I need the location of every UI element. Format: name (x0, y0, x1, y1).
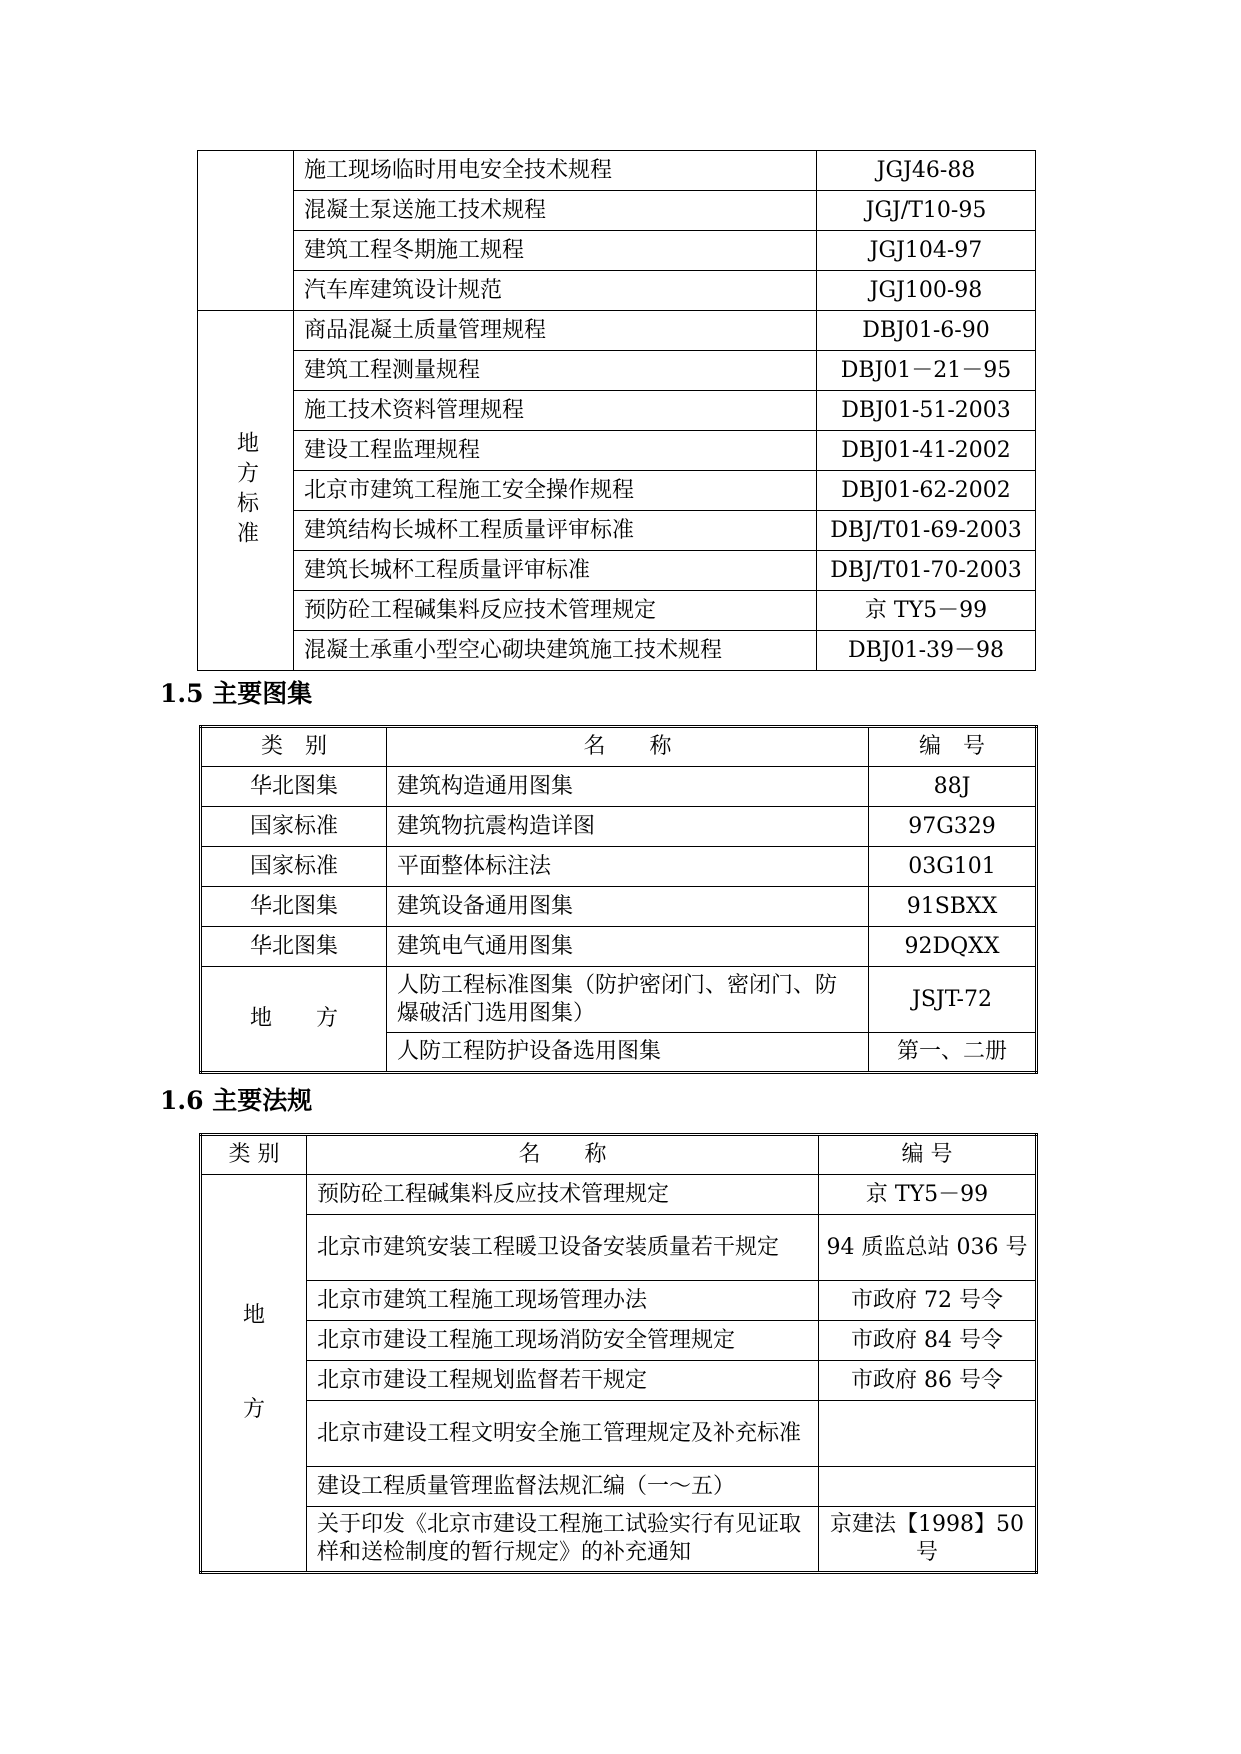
local-standard-label: 地方标准 (198, 311, 294, 671)
atlas-table (199, 725, 1038, 1074)
standard-code: DBJ/T01-70-2003 (817, 551, 1036, 591)
regulation-code: 94 质监总站 036 号 (819, 1215, 1037, 1281)
atlas-name: 建筑电气通用图集 (387, 927, 869, 967)
standards-table (197, 150, 1036, 671)
table-row (201, 1467, 1037, 1507)
standard-name: 预防砼工程碱集料反应技术管理规定 (294, 591, 817, 631)
standard-name: 北京市建筑工程施工安全操作规程 (294, 471, 817, 511)
table-row (201, 1361, 1037, 1401)
regulation-code: 市政府 84 号令 (819, 1321, 1037, 1361)
standard-name: 商品混凝土质量管理规程 (294, 311, 817, 351)
table-row (198, 151, 1036, 191)
standard-name: 施工技术资料管理规程 (294, 391, 817, 431)
atlas-name: 人防工程防护设备选用图集 (387, 1033, 869, 1073)
table-row (198, 471, 1036, 511)
atlas-name: 建筑构造通用图集 (387, 767, 869, 807)
table-row (198, 231, 1036, 271)
standard-name: 建筑长城杯工程质量评审标准 (294, 551, 817, 591)
atlas-category: 华北图集 (201, 927, 387, 967)
table-row (201, 1281, 1037, 1321)
standard-code: DBJ01-62-2002 (817, 471, 1036, 511)
standard-code: 京 TY5－99 (817, 591, 1036, 631)
header-category: 类 别 (201, 727, 387, 767)
regulation-name: 北京市建设工程规划监督若干规定 (307, 1361, 819, 1401)
atlas-category: 国家标准 (201, 847, 387, 887)
atlas-code: 88J (869, 767, 1037, 807)
section-heading-1-5: 1.5 主要图集 (160, 679, 313, 708)
table-row (198, 311, 1036, 351)
table-header-row (201, 727, 1037, 767)
table-row (198, 351, 1036, 391)
table-row (198, 511, 1036, 551)
standard-name: 汽车库建筑设计规范 (294, 271, 817, 311)
standard-name: 建筑工程测量规程 (294, 351, 817, 391)
header-code: 编 号 (819, 1135, 1037, 1175)
standard-name: 建筑工程冬期施工规程 (294, 231, 817, 271)
table-header-row (201, 1135, 1037, 1175)
regulation-code (819, 1401, 1037, 1467)
table-row (201, 887, 1037, 927)
header-category: 类 别 (201, 1135, 307, 1175)
table-row (201, 807, 1037, 847)
standard-code: DBJ01-51-2003 (817, 391, 1036, 431)
atlas-category: 国家标准 (201, 807, 387, 847)
table-row (198, 551, 1036, 591)
standard-code: JGJ100-98 (817, 271, 1036, 311)
regulations-table (199, 1133, 1038, 1574)
standard-name: 混凝土泵送施工技术规程 (294, 191, 817, 231)
regulation-name: 北京市建设工程施工现场消防安全管理规定 (307, 1321, 819, 1361)
atlas-code: 91SBXX (869, 887, 1037, 927)
section-heading-1-6: 1.6 主要法规 (160, 1086, 313, 1115)
local-label-top: 地 (242, 1303, 265, 1328)
table-row (201, 1175, 1037, 1215)
table-row (201, 1215, 1037, 1281)
regulation-code: 市政府 72 号令 (819, 1281, 1037, 1321)
atlas-code: 03G101 (869, 847, 1037, 887)
atlas-code: 92DQXX (869, 927, 1037, 967)
standard-code: DBJ01-6-90 (817, 311, 1036, 351)
atlas-local-category: 地 方 (201, 967, 387, 1073)
regulation-name: 北京市建设工程文明安全施工管理规定及补充标准 (307, 1401, 819, 1467)
table-row (201, 967, 1037, 1033)
table-row (201, 927, 1037, 967)
regulation-name: 北京市建筑安装工程暖卫设备安装质量若干规定 (307, 1215, 819, 1281)
table-row (198, 191, 1036, 231)
standard-code: DBJ01-39－98 (817, 631, 1036, 671)
header-name: 名 称 (387, 727, 869, 767)
table-row (201, 1321, 1037, 1361)
atlas-name: 平面整体标注法 (387, 847, 869, 887)
table-row (201, 767, 1037, 807)
regulation-name: 关于印发《北京市建设工程施工试验实行有见证取样和送检制度的暂行规定》的补充通知 (307, 1507, 819, 1573)
table-row (198, 631, 1036, 671)
header-code: 编 号 (869, 727, 1037, 767)
atlas-name: 建筑物抗震构造详图 (387, 807, 869, 847)
atlas-category: 华北图集 (201, 767, 387, 807)
regulation-code: 京建法【1998】50 号 (819, 1507, 1037, 1573)
standard-code: JGJ/T10-95 (817, 191, 1036, 231)
standard-code: DBJ01－21－95 (817, 351, 1036, 391)
standard-name: 混凝土承重小型空心砌块建筑施工技术规程 (294, 631, 817, 671)
regulation-name: 建设工程质量管理监督法规汇编（一～五） (307, 1467, 819, 1507)
regulation-name: 预防砼工程碱集料反应技术管理规定 (307, 1175, 819, 1215)
regulation-code (819, 1467, 1037, 1507)
table-row (201, 1507, 1037, 1573)
standard-code: JGJ46-88 (817, 151, 1036, 191)
local-label-bottom: 方 (242, 1397, 265, 1422)
atlas-category: 华北图集 (201, 887, 387, 927)
standard-code: DBJ01-41-2002 (817, 431, 1036, 471)
atlas-name: 人防工程标准图集（防护密闭门、密闭门、防爆破活门选用图集） (387, 967, 869, 1033)
atlas-code: JSJT-72 (869, 967, 1037, 1033)
standard-code: JGJ104-97 (817, 231, 1036, 271)
standard-name: 建设工程监理规程 (294, 431, 817, 471)
table-row (198, 591, 1036, 631)
header-name: 名 称 (307, 1135, 819, 1175)
atlas-name: 建筑设备通用图集 (387, 887, 869, 927)
standard-code: DBJ/T01-69-2003 (817, 511, 1036, 551)
table-row (198, 271, 1036, 311)
group-label-cell (198, 151, 294, 311)
regulation-local-category (201, 1175, 307, 1573)
standard-name: 施工现场临时用电安全技术规程 (294, 151, 817, 191)
regulation-code: 市政府 86 号令 (819, 1361, 1037, 1401)
standard-name: 建筑结构长城杯工程质量评审标准 (294, 511, 817, 551)
atlas-code: 第一、二册 (869, 1033, 1037, 1073)
table-row (198, 391, 1036, 431)
regulation-name: 北京市建筑工程施工现场管理办法 (307, 1281, 819, 1321)
table-row (201, 847, 1037, 887)
regulation-code: 京 TY5－99 (819, 1175, 1037, 1215)
table-row (201, 1401, 1037, 1467)
atlas-code: 97G329 (869, 807, 1037, 847)
table-row (198, 431, 1036, 471)
